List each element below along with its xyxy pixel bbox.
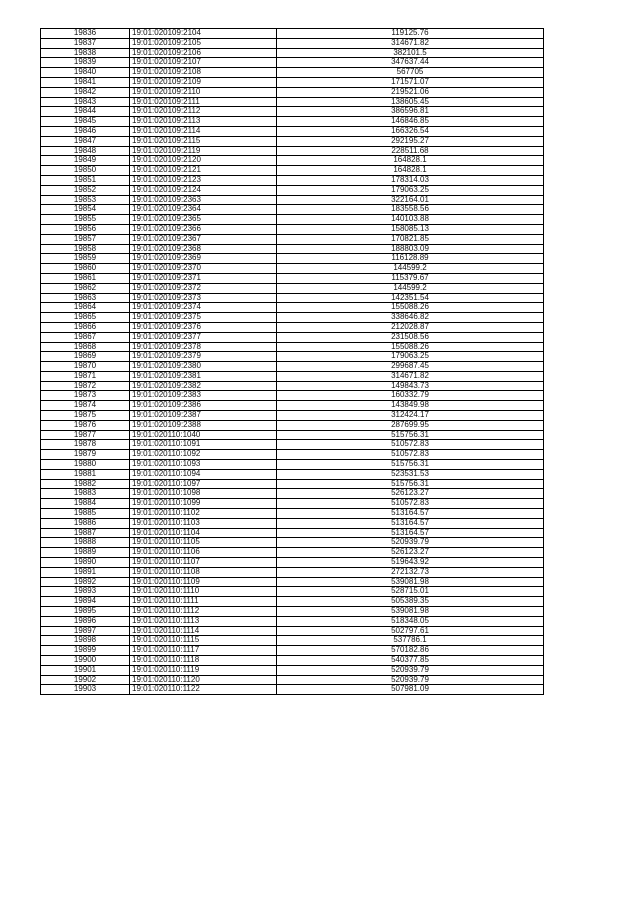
value-cell: 119125.76 (277, 29, 544, 39)
row-number-cell: 19861 (41, 273, 130, 283)
cadastral-number-cell: 19:01:020110:1040 (130, 430, 277, 440)
cadastral-number-cell: 19:01:020109:2108 (130, 68, 277, 78)
cadastral-number-cell: 19:01:020109:2124 (130, 185, 277, 195)
table-row (41, 577, 544, 587)
table-row (41, 607, 544, 617)
row-number-cell: 19885 (41, 509, 130, 519)
row-number-cell: 19850 (41, 166, 130, 176)
value-cell: 505389.35 (277, 597, 544, 607)
value-cell: 515756.31 (277, 479, 544, 489)
row-number-cell: 19857 (41, 234, 130, 244)
row-number-cell: 19868 (41, 342, 130, 352)
table-row (41, 283, 544, 293)
value-cell: 149843.73 (277, 381, 544, 391)
row-number-cell: 19845 (41, 117, 130, 127)
value-cell: 219521.06 (277, 87, 544, 97)
table-row (41, 646, 544, 656)
cadastral-number-cell: 19:01:020110:1102 (130, 509, 277, 519)
cadastral-number-cell: 19:01:020109:2381 (130, 371, 277, 381)
cadastral-number-cell: 19:01:020110:1113 (130, 616, 277, 626)
cadastral-number-cell: 19:01:020109:2109 (130, 77, 277, 87)
row-number-cell: 19888 (41, 538, 130, 548)
table-row (41, 29, 544, 39)
value-cell: 170821.85 (277, 234, 544, 244)
row-number-cell: 19893 (41, 587, 130, 597)
value-cell: 382101.5 (277, 48, 544, 58)
table-row (41, 597, 544, 607)
cadastral-number-cell: 19:01:020109:2363 (130, 195, 277, 205)
cadastral-number-cell: 19:01:020110:1099 (130, 499, 277, 509)
table-row (41, 195, 544, 205)
row-number-cell: 19876 (41, 420, 130, 430)
table-row (41, 126, 544, 136)
table-row (41, 479, 544, 489)
row-number-cell: 19894 (41, 597, 130, 607)
row-number-cell: 19842 (41, 87, 130, 97)
value-cell: 526123.27 (277, 548, 544, 558)
cadastral-number-cell: 19:01:020109:2383 (130, 391, 277, 401)
value-cell: 299687.45 (277, 362, 544, 372)
table-row (41, 420, 544, 430)
row-number-cell: 19901 (41, 665, 130, 675)
value-cell: 520939.79 (277, 675, 544, 685)
table-row (41, 391, 544, 401)
row-number-cell: 19853 (41, 195, 130, 205)
table-row (41, 254, 544, 264)
row-number-cell: 19879 (41, 450, 130, 460)
table-row (41, 322, 544, 332)
value-cell: 570182.86 (277, 646, 544, 656)
table-row (41, 185, 544, 195)
table-row (41, 636, 544, 646)
row-number-cell: 19859 (41, 254, 130, 264)
value-cell: 166326.54 (277, 126, 544, 136)
cadastral-number-cell: 19:01:020110:1098 (130, 489, 277, 499)
cadastral-number-cell: 19:01:020109:2104 (130, 29, 277, 39)
row-number-cell: 19874 (41, 401, 130, 411)
row-number-cell: 19852 (41, 185, 130, 195)
value-cell: 164828.1 (277, 166, 544, 176)
cadastral-number-cell: 19:01:020109:2372 (130, 283, 277, 293)
cadastral-number-cell: 19:01:020109:2115 (130, 136, 277, 146)
row-number-cell: 19891 (41, 567, 130, 577)
value-cell: 228511.68 (277, 146, 544, 156)
cadastral-number-cell: 19:01:020109:2369 (130, 254, 277, 264)
row-number-cell: 19856 (41, 224, 130, 234)
row-number-cell: 19844 (41, 107, 130, 117)
table-row (41, 499, 544, 509)
row-number-cell: 19896 (41, 616, 130, 626)
value-cell: 292195.27 (277, 136, 544, 146)
table-row (41, 205, 544, 215)
cadastral-number-cell: 19:01:020109:2105 (130, 38, 277, 48)
row-number-cell: 19840 (41, 68, 130, 78)
table-row (41, 567, 544, 577)
value-cell: 158085.13 (277, 224, 544, 234)
value-cell: 567705 (277, 68, 544, 78)
row-number-cell: 19841 (41, 77, 130, 87)
cadastral-number-cell: 19:01:020109:2375 (130, 313, 277, 323)
cadastral-number-cell: 19:01:020109:2367 (130, 234, 277, 244)
table-row (41, 401, 544, 411)
table-row (41, 273, 544, 283)
cadastral-number-cell: 19:01:020109:2113 (130, 117, 277, 127)
value-cell: 143849.98 (277, 401, 544, 411)
value-cell: 142351.54 (277, 293, 544, 303)
table-body (41, 29, 544, 695)
table-row (41, 518, 544, 528)
value-cell: 188803.09 (277, 244, 544, 254)
table-row (41, 264, 544, 274)
table-row (41, 175, 544, 185)
table-row (41, 107, 544, 117)
row-number-cell: 19903 (41, 685, 130, 695)
cadastral-number-cell: 19:01:020110:1093 (130, 460, 277, 470)
cadastral-number-cell: 19:01:020109:2366 (130, 224, 277, 234)
row-number-cell: 19869 (41, 352, 130, 362)
cadastral-number-cell: 19:01:020109:2386 (130, 401, 277, 411)
cadastral-number-cell: 19:01:020109:2123 (130, 175, 277, 185)
cadastral-number-cell: 19:01:020110:1119 (130, 665, 277, 675)
value-cell: 314671.82 (277, 38, 544, 48)
table-row (41, 489, 544, 499)
row-number-cell: 19872 (41, 381, 130, 391)
table-row (41, 77, 544, 87)
table-row (41, 117, 544, 127)
value-cell: 539081.98 (277, 607, 544, 617)
table-row (41, 558, 544, 568)
cadastral-number-cell: 19:01:020110:1111 (130, 597, 277, 607)
cadastral-number-cell: 19:01:020109:2370 (130, 264, 277, 274)
cadastral-number-cell: 19:01:020109:2382 (130, 381, 277, 391)
value-cell: 314671.82 (277, 371, 544, 381)
row-number-cell: 19860 (41, 264, 130, 274)
row-number-cell: 19843 (41, 97, 130, 107)
row-number-cell: 19886 (41, 518, 130, 528)
value-cell: 322164.01 (277, 195, 544, 205)
cadastral-number-cell: 19:01:020109:2379 (130, 352, 277, 362)
value-cell: 520939.79 (277, 538, 544, 548)
table-row (41, 616, 544, 626)
cadastral-number-cell: 19:01:020110:1109 (130, 577, 277, 587)
row-number-cell: 19865 (41, 313, 130, 323)
table-row (41, 342, 544, 352)
value-cell: 144599.2 (277, 283, 544, 293)
row-number-cell: 19848 (41, 146, 130, 156)
value-cell: 502797.61 (277, 626, 544, 636)
row-number-cell: 19899 (41, 646, 130, 656)
row-number-cell: 19880 (41, 460, 130, 470)
cadastral-number-cell: 19:01:020109:2378 (130, 342, 277, 352)
table-row (41, 146, 544, 156)
row-number-cell: 19846 (41, 126, 130, 136)
row-number-cell: 19849 (41, 156, 130, 166)
row-number-cell: 19858 (41, 244, 130, 254)
value-cell: 183558.56 (277, 205, 544, 215)
table-row (41, 685, 544, 695)
row-number-cell: 19838 (41, 48, 130, 58)
cadastral-number-cell: 19:01:020109:2106 (130, 48, 277, 58)
row-number-cell: 19836 (41, 29, 130, 39)
value-cell: 523531.53 (277, 469, 544, 479)
value-cell: 178314.03 (277, 175, 544, 185)
table-row (41, 626, 544, 636)
table-row (41, 87, 544, 97)
table-row (41, 440, 544, 450)
cadastral-number-cell: 19:01:020110:1104 (130, 528, 277, 538)
value-cell: 515756.31 (277, 430, 544, 440)
row-number-cell: 19898 (41, 636, 130, 646)
row-number-cell: 19892 (41, 577, 130, 587)
cadastral-number-cell: 19:01:020110:1117 (130, 646, 277, 656)
row-number-cell: 19895 (41, 607, 130, 617)
row-number-cell: 19902 (41, 675, 130, 685)
row-number-cell: 19851 (41, 175, 130, 185)
value-cell: 386596.81 (277, 107, 544, 117)
value-cell: 528715.01 (277, 587, 544, 597)
table-row (41, 381, 544, 391)
cadastral-number-cell: 19:01:020109:2114 (130, 126, 277, 136)
value-cell: 115379.67 (277, 273, 544, 283)
table-row (41, 587, 544, 597)
row-number-cell: 19870 (41, 362, 130, 372)
cadastral-number-cell: 19:01:020109:2120 (130, 156, 277, 166)
table-row (41, 656, 544, 666)
cadastral-number-cell: 19:01:020110:1105 (130, 538, 277, 548)
cadastral-number-cell: 19:01:020110:1091 (130, 440, 277, 450)
value-cell: 231508.56 (277, 332, 544, 342)
value-cell: 155088.26 (277, 303, 544, 313)
value-cell: 146846.85 (277, 117, 544, 127)
table-row (41, 48, 544, 58)
table-row (41, 215, 544, 225)
value-cell: 179063.25 (277, 185, 544, 195)
value-cell: 518348.05 (277, 616, 544, 626)
value-cell: 144599.2 (277, 264, 544, 274)
row-number-cell: 19875 (41, 411, 130, 421)
cadastral-number-cell: 19:01:020109:2111 (130, 97, 277, 107)
cadastral-number-cell: 19:01:020110:1107 (130, 558, 277, 568)
row-number-cell: 19897 (41, 626, 130, 636)
cadastral-number-cell: 19:01:020109:2110 (130, 87, 277, 97)
row-number-cell: 19873 (41, 391, 130, 401)
table-row (41, 509, 544, 519)
document-page (40, 28, 543, 695)
value-cell: 519643.92 (277, 558, 544, 568)
value-cell: 507981.09 (277, 685, 544, 695)
value-cell: 520939.79 (277, 665, 544, 675)
cadastral-number-cell: 19:01:020110:1114 (130, 626, 277, 636)
cadastral-number-cell: 19:01:020110:1122 (130, 685, 277, 695)
row-number-cell: 19889 (41, 548, 130, 558)
table-row (41, 665, 544, 675)
cadastral-number-cell: 19:01:020110:1092 (130, 450, 277, 460)
row-number-cell: 19855 (41, 215, 130, 225)
cadastral-number-cell: 19:01:020109:2112 (130, 107, 277, 117)
table-row (41, 244, 544, 254)
row-number-cell: 19883 (41, 489, 130, 499)
row-number-cell: 19900 (41, 656, 130, 666)
value-cell: 347637.44 (277, 58, 544, 68)
cadastral-number-cell: 19:01:020109:2368 (130, 244, 277, 254)
row-number-cell: 19866 (41, 322, 130, 332)
row-number-cell: 19847 (41, 136, 130, 146)
row-number-cell: 19854 (41, 205, 130, 215)
value-cell: 312424.17 (277, 411, 544, 421)
data-table (40, 28, 544, 695)
value-cell: 540377.85 (277, 656, 544, 666)
row-number-cell: 19881 (41, 469, 130, 479)
row-number-cell: 19867 (41, 332, 130, 342)
value-cell: 212028.87 (277, 322, 544, 332)
table-row (41, 675, 544, 685)
table-row (41, 58, 544, 68)
table-row (41, 313, 544, 323)
table-row (41, 332, 544, 342)
value-cell: 510572.83 (277, 499, 544, 509)
cadastral-number-cell: 19:01:020109:2376 (130, 322, 277, 332)
row-number-cell: 19864 (41, 303, 130, 313)
cadastral-number-cell: 19:01:020110:1108 (130, 567, 277, 577)
value-cell: 160332.79 (277, 391, 544, 401)
cadastral-number-cell: 19:01:020110:1110 (130, 587, 277, 597)
table-row (41, 224, 544, 234)
cadastral-number-cell: 19:01:020110:1118 (130, 656, 277, 666)
row-number-cell: 19839 (41, 58, 130, 68)
value-cell: 338646.82 (277, 313, 544, 323)
value-cell: 287699.95 (277, 420, 544, 430)
value-cell: 513164.57 (277, 509, 544, 519)
table-row (41, 548, 544, 558)
table-row (41, 234, 544, 244)
cadastral-number-cell: 19:01:020109:2121 (130, 166, 277, 176)
value-cell: 138605.45 (277, 97, 544, 107)
table-row (41, 303, 544, 313)
cadastral-number-cell: 19:01:020109:2388 (130, 420, 277, 430)
table-row (41, 293, 544, 303)
cadastral-number-cell: 19:01:020109:2374 (130, 303, 277, 313)
cadastral-number-cell: 19:01:020109:2387 (130, 411, 277, 421)
row-number-cell: 19884 (41, 499, 130, 509)
table-row (41, 156, 544, 166)
value-cell: 155088.26 (277, 342, 544, 352)
value-cell: 510572.83 (277, 450, 544, 460)
row-number-cell: 19877 (41, 430, 130, 440)
table-row (41, 469, 544, 479)
value-cell: 539081.98 (277, 577, 544, 587)
cadastral-number-cell: 19:01:020110:1094 (130, 469, 277, 479)
value-cell: 510572.83 (277, 440, 544, 450)
table-row (41, 352, 544, 362)
row-number-cell: 19863 (41, 293, 130, 303)
row-number-cell: 19882 (41, 479, 130, 489)
table-row (41, 371, 544, 381)
cadastral-number-cell: 19:01:020109:2364 (130, 205, 277, 215)
cadastral-number-cell: 19:01:020110:1097 (130, 479, 277, 489)
cadastral-number-cell: 19:01:020109:2119 (130, 146, 277, 156)
row-number-cell: 19837 (41, 38, 130, 48)
table-row (41, 38, 544, 48)
cadastral-number-cell: 19:01:020110:1103 (130, 518, 277, 528)
table-row (41, 68, 544, 78)
value-cell: 513164.57 (277, 528, 544, 538)
table-row (41, 97, 544, 107)
table-row (41, 411, 544, 421)
cadastral-number-cell: 19:01:020109:2365 (130, 215, 277, 225)
row-number-cell: 19862 (41, 283, 130, 293)
value-cell: 140103.88 (277, 215, 544, 225)
cadastral-number-cell: 19:01:020110:1120 (130, 675, 277, 685)
value-cell: 526123.27 (277, 489, 544, 499)
value-cell: 513164.57 (277, 518, 544, 528)
table-row (41, 136, 544, 146)
cadastral-number-cell: 19:01:020109:2373 (130, 293, 277, 303)
table-row (41, 430, 544, 440)
value-cell: 116128.89 (277, 254, 544, 264)
cadastral-number-cell: 19:01:020109:2380 (130, 362, 277, 372)
value-cell: 272132.73 (277, 567, 544, 577)
value-cell: 515756.31 (277, 460, 544, 470)
table-row (41, 362, 544, 372)
cadastral-number-cell: 19:01:020110:1112 (130, 607, 277, 617)
cadastral-number-cell: 19:01:020110:1115 (130, 636, 277, 646)
row-number-cell: 19878 (41, 440, 130, 450)
table-row (41, 166, 544, 176)
row-number-cell: 19890 (41, 558, 130, 568)
table-row (41, 460, 544, 470)
table-row (41, 528, 544, 538)
value-cell: 171571.07 (277, 77, 544, 87)
table-row (41, 538, 544, 548)
row-number-cell: 19887 (41, 528, 130, 538)
value-cell: 537786.1 (277, 636, 544, 646)
value-cell: 179063.25 (277, 352, 544, 362)
cadastral-number-cell: 19:01:020109:2371 (130, 273, 277, 283)
table-row (41, 450, 544, 460)
cadastral-number-cell: 19:01:020109:2377 (130, 332, 277, 342)
cadastral-number-cell: 19:01:020109:2107 (130, 58, 277, 68)
value-cell: 164828.1 (277, 156, 544, 166)
cadastral-number-cell: 19:01:020110:1106 (130, 548, 277, 558)
row-number-cell: 19871 (41, 371, 130, 381)
